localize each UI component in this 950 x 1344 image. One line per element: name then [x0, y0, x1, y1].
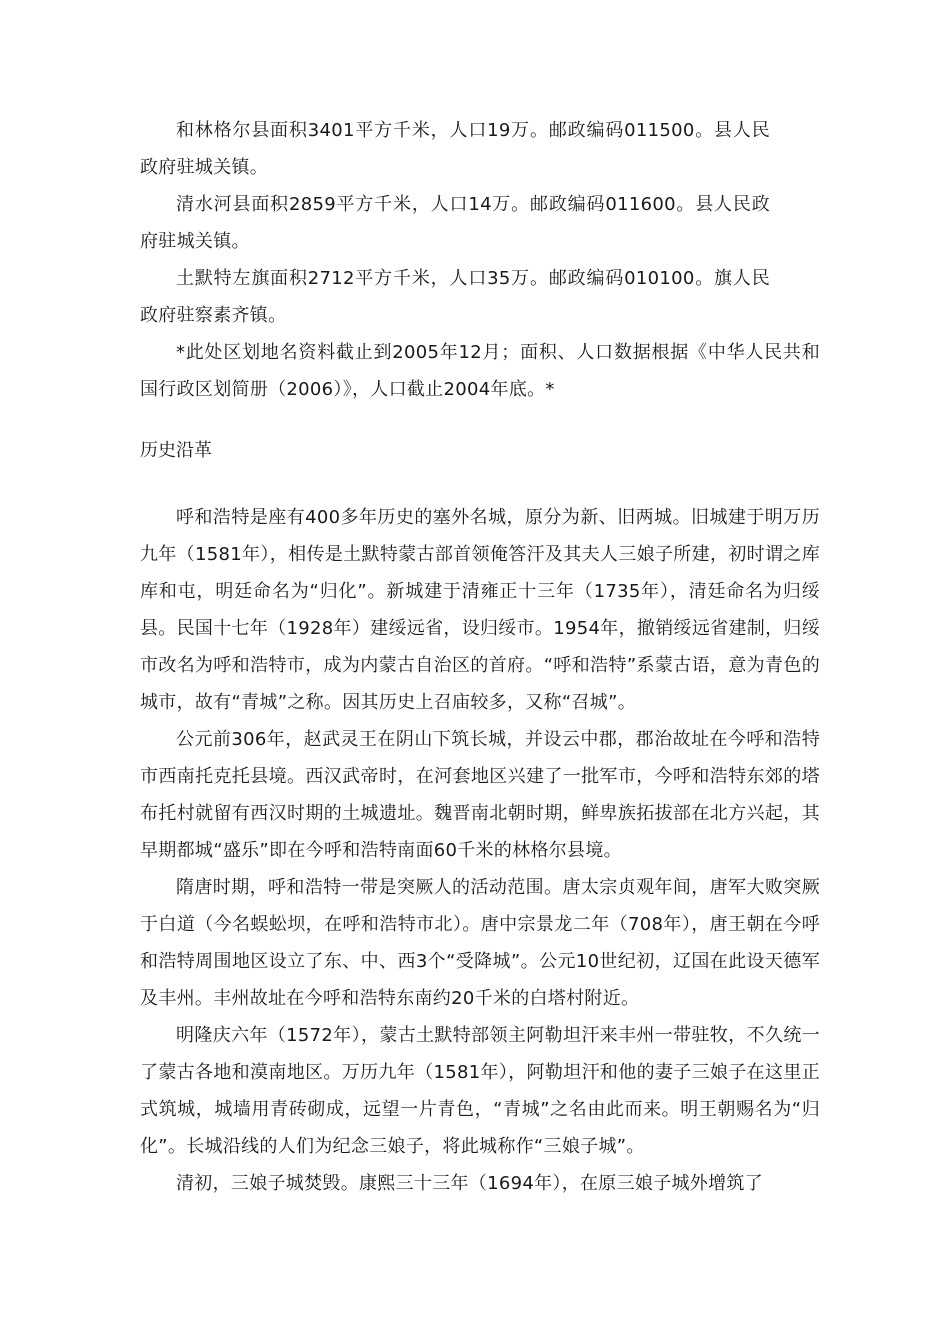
paragraph-history-5: 清初，三娘子城焚毁。康熙三十三年（1694年），在原三娘子城外增筑了 — [176, 1173, 764, 1194]
paragraph-history-2: 公元前306年，赵武灵王在阴山下筑长城，并设云中郡，郡治故址在今呼和浩特市西南托克托县境。西汉武帝时，在河套地区兴建了一批军市，今呼和浩特东郊的塔布托村就留有西汉时期的土城遗址。魏晋南北朝时期，鲜卑族拓拔部在北方兴起，其早期都城“盛乐”即在今呼和浩特南面60千米的林格尔县境。 — [140, 729, 820, 861]
paragraph-qingshuihe: 清水河县面积2859平方千米，人口14万。邮政编码011600。县人民政府驻城关镇。 — [140, 194, 770, 252]
paragraph-tumote-left: 土默特左旗面积2712平方千米，人口35万。邮政编码010100。旗人民政府驻察素齐镇。 — [140, 268, 770, 326]
paragraph-data-note: *此处区划地名资料截止到2005年12月；面积、人口数据根据《中华人民共和国行政区划简册（2006）》，人口截止2004年底。* — [140, 342, 820, 400]
document-body — [140, 112, 820, 1202]
paragraph-history-1: 呼和浩特是座有400多年历史的塞外名城，原分为新、旧两城。旧城建于明万历九年（1581年），相传是土默特蒙古部首领俺答汗及其夫人三娘子所建，初时谓之库库和屯，明廷命名为“归化”。新城建于清雍正十三年（1735年），清廷命名为归绥县。民国十七年（1928年）建绥远省，设归绥市。1954年，撤销绥远省建制，归绥市改名为呼和浩特市，成为内蒙古自治区的首府。“呼和浩特”系蒙古语，意为青色的城市，故有“青城”之称。因其历史上召庙较多，又称“召城”。 — [140, 507, 820, 713]
paragraph-history-4: 明隆庆六年（1572年），蒙古土默特部领主阿勒坦汗来丰州一带驻牧，不久统一了蒙古各地和漠南地区。万历九年（1581年），阿勒坦汗和他的妻子三娘子在这里正式筑城，城墙用青砖砌成，远望一片青色，“青城”之名由此而来。明王朝赐名为“归化”。长城沿线的人们为纪念三娘子，将此城称作“三娘子城”。 — [140, 1025, 820, 1157]
section-heading-history: 历史沿革 — [140, 440, 212, 461]
paragraph-helinger: 和林格尔县面积3401平方千米，人口19万。邮政编码011500。县人民政府驻城关镇。 — [140, 120, 770, 178]
paragraph-history-3: 隋唐时期，呼和浩特一带是突厥人的活动范围。唐太宗贞观年间，唐军大败突厥于白道（今名蜈蚣坝，在呼和浩特市北）。唐中宗景龙二年（708年），唐王朝在今呼和浩特周围地区设立了东、中、西3个“受降城”。公元10世纪初，辽国在此设天德军及丰州。丰州故址在今呼和浩特东南约20千米的白塔村附近。 — [140, 877, 820, 1009]
